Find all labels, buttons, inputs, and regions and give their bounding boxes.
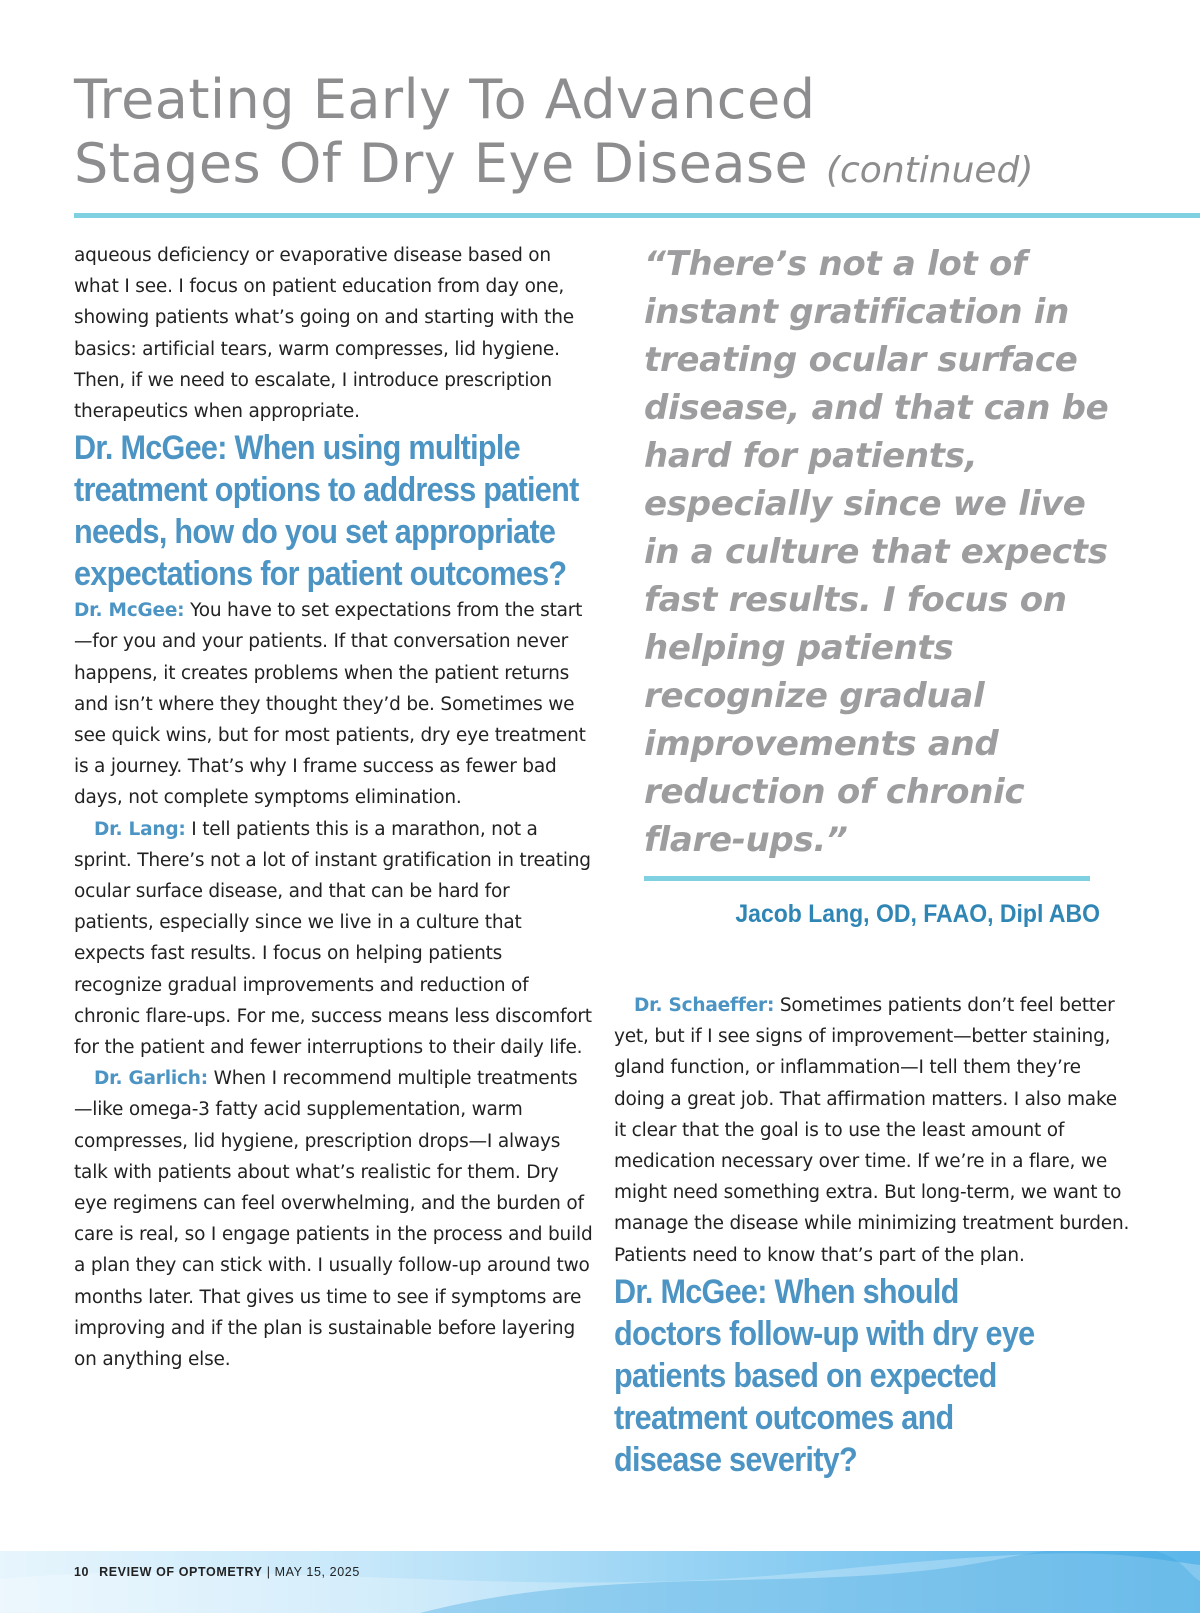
answer-schaeffer-text: Sometimes patients don’t feel better yet, but if I see signs of improvement—better staining, gland function, or inflammation—I tell them they’re doing a great job. That affirmation matters. I also make it clear that the goal is to use the least amount of medication necessary over time. If we’re in a flare, we might need something extra. But long-term, we want to manage the disease while minimizing treatment burden. Patients need to know that’s part of the plan. bbox=[614, 995, 1130, 1266]
footer-separator: | bbox=[266, 1565, 271, 1579]
answer-schaeffer bbox=[614, 990, 1134, 1271]
answer-mcgee bbox=[74, 595, 594, 813]
title-line-2 bbox=[74, 132, 1174, 203]
answer-mcgee-text: You have to set expectations from the start—for you and your patients. If that conversation never happens, it creates problems when the patient returns and isn’t where they thought they’d be. Sometimes we see quick wins, but for most patients, dry eye treatment is a journey. That’s why I frame success as fewer bad days, not complete symptoms elimination. bbox=[74, 600, 586, 809]
speaker-garlich: Dr. Garlich: bbox=[94, 1068, 208, 1090]
pull-quote: “There’s not a lot of instant gratification in treating ocular surface disease, and that can be hard for patients, especially since we live in a culture that expects fast results. I focus on helping patients recognize gradual improvements and reduction of chronic flare-ups.” bbox=[644, 244, 1109, 860]
page-title bbox=[74, 68, 1174, 203]
speaker-mcgee: Dr. McGee: bbox=[74, 600, 185, 622]
footer bbox=[74, 1565, 360, 1579]
pull-quote-attribution: Jacob Lang, OD, FAAO, Dipl ABO bbox=[735, 900, 1100, 928]
footer-wave-decoration bbox=[0, 1551, 1200, 1613]
page-number: 10 bbox=[74, 1565, 90, 1579]
answer-lang-text: I tell patients this is a marathon, not a sprint. There’s not a lot of instant gratification in treating ocular surface disease, and that can be hard for patients, especially since we live in a culture that expects fast results. I focus on helping patients recognize gradual improvements and reduction of chronic flare-ups. For me, success means less discomfort for the patient and fewer interruptions to their daily life. bbox=[74, 818, 592, 1059]
right-column bbox=[614, 990, 1134, 1481]
answer-garlich bbox=[74, 1063, 594, 1375]
magazine-name: REVIEW OF OPTOMETRY bbox=[99, 1565, 263, 1579]
answer-garlich-text: When I recommend multiple treatments—like omega-3 fatty acid supplementation, warm compresses, lid hygiene, prescription drops—I always talk with patients about what’s realistic for them. Dry eye regimens can feel overwhelming, and the burden of care is real, so I engage patients in the process and build a plan they can stick with. I usually follow-up around two months later. That gives us time to see if symptoms are improving and if the plan is sustainable before layering on anything else. bbox=[74, 1068, 593, 1371]
title-line-1: Treating Early To Advanced bbox=[74, 68, 816, 131]
speaker-schaeffer: Dr. Schaeffer: bbox=[634, 995, 775, 1016]
title-divider bbox=[74, 213, 1200, 218]
intro-paragraph: aqueous deficiency or evaporative disease based on what I see. I focus on patient education from day one, showing patients what’s going on and starting with the basics: artificial tears, warm compresses, lid hygiene. Then, if we need to escalate, I introduce prescription therapeutics when appropriate. bbox=[74, 245, 574, 423]
issue-date: MAY 15, 2025 bbox=[274, 1565, 360, 1579]
answer-lang bbox=[74, 814, 594, 1064]
pull-quote-divider bbox=[644, 876, 1090, 881]
speaker-lang: Dr. Lang: bbox=[94, 818, 186, 840]
question-heading-1: Dr. McGee: When using multiple treatment options to address patient needs, how do you set appropriate expectations for patient outcomes? bbox=[74, 429, 579, 594]
title-line-2-text: Stages Of Dry Eye Disease bbox=[74, 132, 809, 195]
left-column bbox=[74, 240, 594, 1375]
title-continued: (continued) bbox=[825, 150, 1034, 191]
question-heading-2: Dr. McGee: When should doctors follow-up with dry eye patients based on expected treatment outcomes and disease severity? bbox=[614, 1272, 1035, 1479]
footer-band bbox=[0, 1551, 1200, 1613]
